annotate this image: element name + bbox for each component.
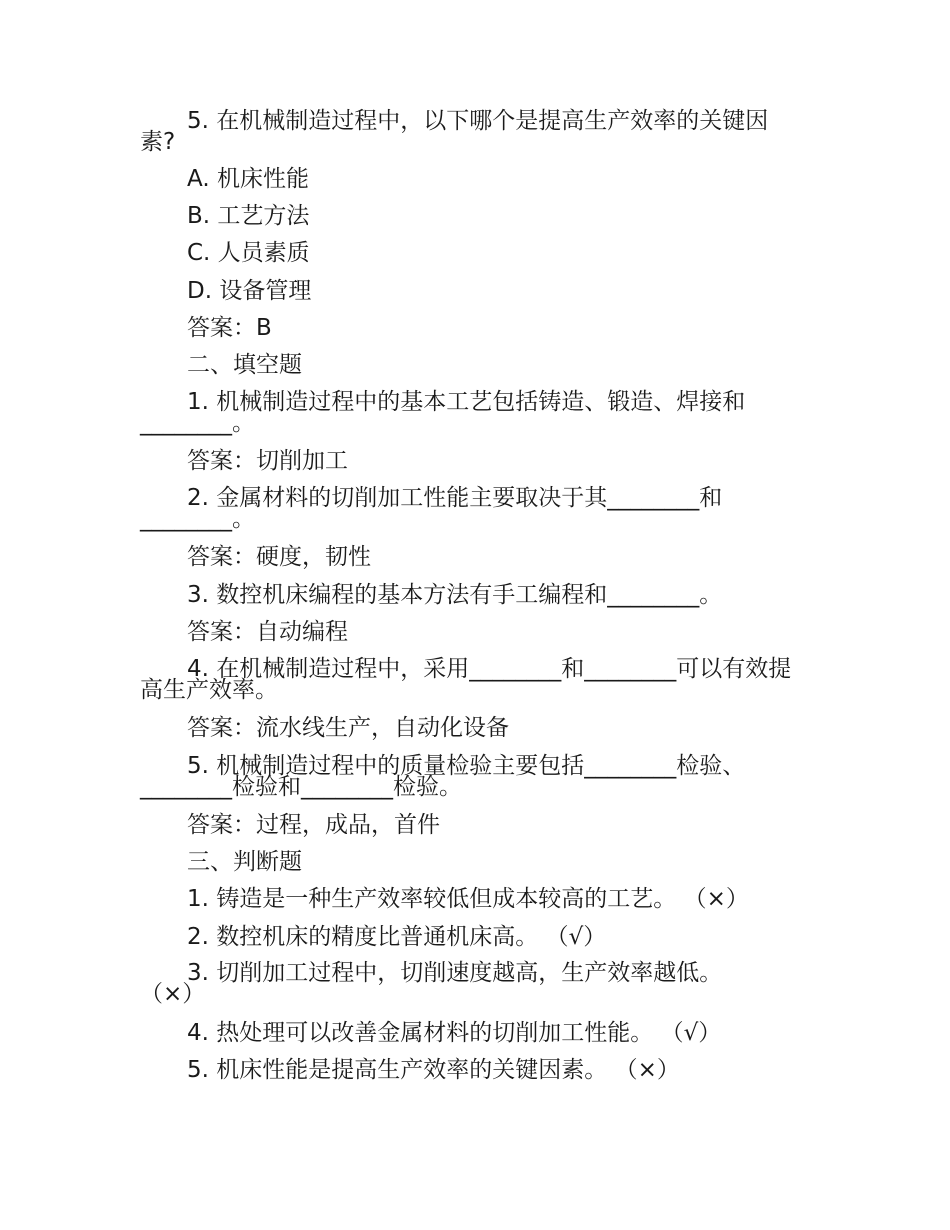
fill-answer-5: 答案：过程，成品，首件 xyxy=(187,812,440,838)
fill-answer-3: 答案：自动编程 xyxy=(187,619,348,645)
fill-answer-4: 答案：流水线生产，自动化设备 xyxy=(187,715,509,741)
fill-question-5: 5. 机械制造过程中的质量检验主要包括________检验、________检验和________检验。 xyxy=(140,753,746,800)
option-d: D. 设备管理 xyxy=(187,278,312,304)
fill-question-3: 3. 数控机床编程的基本方法有手工编程和________。 xyxy=(187,582,723,608)
judge-item-3: 3. 切削加工过程中，切削速度越高，生产效率越低。 （×） xyxy=(140,960,723,1007)
choice-answer-5: 答案：B xyxy=(187,315,272,341)
section-heading-judge: 三、判断题 xyxy=(187,849,302,875)
fill-question-2: 2. 金属材料的切削加工性能主要取决于其________和________。 xyxy=(140,485,723,532)
fill-answer-2: 答案：硬度，韧性 xyxy=(187,544,371,570)
fill-answer-1: 答案：切削加工 xyxy=(187,448,348,474)
judge-item-2: 2. 数控机床的精度比普通机床高。 （√） xyxy=(187,924,607,950)
judge-item-4: 4. 热处理可以改善金属材料的切削加工性能。 （√） xyxy=(187,1020,722,1046)
option-a: A. 机床性能 xyxy=(187,166,309,192)
judge-item-5: 5. 机床性能是提高生产效率的关键因素。 （×） xyxy=(187,1057,680,1083)
fill-question-4: 4. 在机械制造过程中，采用________和________可以有效提高生产效率。 xyxy=(140,656,792,703)
judge-item-1: 1. 铸造是一种生产效率较低但成本较高的工艺。 （×） xyxy=(187,886,749,912)
option-c: C. 人员素质 xyxy=(187,240,310,266)
option-b: B. 工艺方法 xyxy=(187,203,310,229)
choice-question-5: 5. 在机械制造过程中，以下哪个是提高生产效率的关键因素? xyxy=(140,108,769,155)
fill-question-1: 1. 机械制造过程中的基本工艺包括铸造、锻造、焊接和________。 xyxy=(140,389,746,436)
section-heading-fill: 二、填空题 xyxy=(187,352,302,378)
